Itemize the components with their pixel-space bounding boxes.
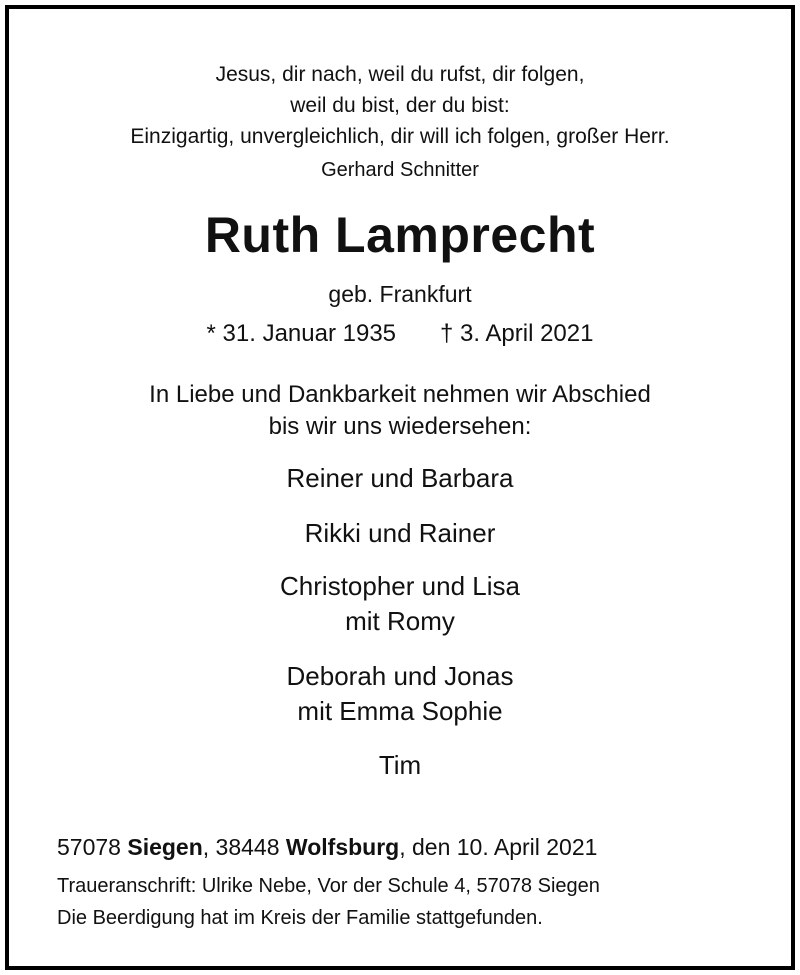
family-group-3: Christopher und Lisa [280, 571, 520, 601]
family-group-1: Reiner und Barbara [286, 463, 514, 493]
verse-line-3: Einzigartig, unvergleichlich, dir will ich folgen, großer Herr. [130, 125, 670, 148]
death-date: † 3. April 2021 [440, 320, 594, 347]
city-wolfsburg: Wolfsburg [285, 834, 400, 860]
family-group-3-child: mit Romy [345, 606, 455, 636]
birth-date: * 31. Januar 1935 [206, 320, 397, 347]
family-group-2: Rikki und Rainer [304, 518, 496, 548]
verse-line-2: weil du bist, der du bist: [290, 94, 510, 117]
funeral-note: Die Beerdigung hat im Kreis der Familie stattgefunden. [57, 907, 543, 929]
verse-line-1: Jesus, dir nach, weil du rufst, dir folgen, [215, 63, 585, 86]
verse-author: Gerhard Schnitter [321, 159, 479, 181]
family-group-4-child: mit Emma Sophie [297, 696, 503, 726]
obituary-frame [5, 5, 795, 970]
farewell-line-1: In Liebe und Dankbarkeit nehmen wir Abschied [149, 381, 651, 408]
maiden-name: geb. Frankfurt [328, 281, 472, 307]
city-siegen: Siegen [127, 834, 203, 860]
life-dates [9, 320, 791, 348]
family-group-5: Tim [378, 750, 422, 780]
mourning-address: Traueranschrift: Ulrike Nebe, Vor der Schule 4, 57078 Siegen [57, 875, 600, 897]
place-date-line [57, 834, 597, 861]
zip-wolfsburg: , 38448 [202, 834, 280, 860]
farewell-line-2: bis wir uns wiedersehen: [268, 413, 532, 440]
family-group-4: Deborah und Jonas [286, 661, 514, 691]
zip-siegen: 57078 [57, 834, 121, 860]
deceased-name: Ruth Lamprecht [204, 207, 596, 263]
notice-date: , den 10. April 2021 [399, 834, 598, 860]
